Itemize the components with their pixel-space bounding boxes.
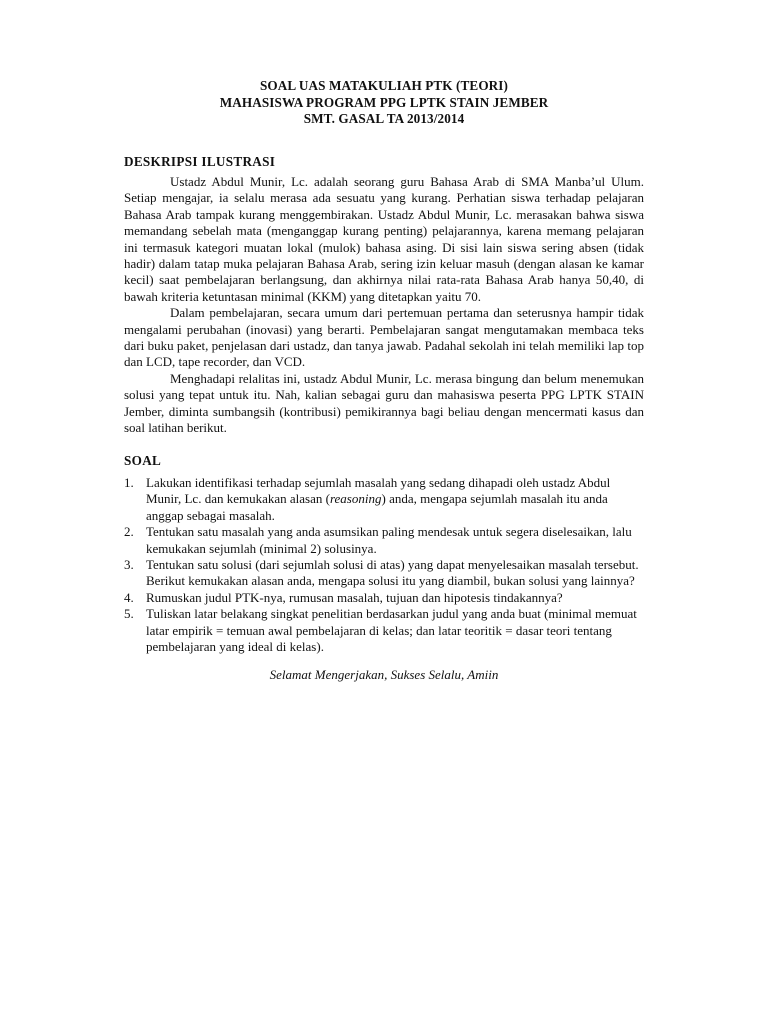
question-item [124, 590, 644, 606]
question-text-part: Lakukan identifikasi terhadap sejumlah masalah yang sedang dihapadi oleh ustadz Abdul Munir, Lc. dan kemukakan alasan ( [146, 475, 611, 507]
question-text [146, 475, 644, 524]
question-item [124, 557, 644, 590]
question-item [124, 524, 644, 557]
description-title: DESKRIPSI ILUSTRASI [124, 153, 276, 169]
question-text: Tentukan satu solusi (dari sejumlah solusi di atas) yang dapat menyelesaikan masalah tersebut. Berikut kemukakan alasan anda, mengapa solusi itu yang diambil, bukan solusi yang lainnya? [146, 557, 639, 589]
question-text: Tentukan satu masalah yang anda asumsikan paling mendesak untuk segera diselesaikan, lalu kemukakan sejumlah (minimal 2) solusinya. [146, 524, 632, 556]
question-number: 4. [124, 589, 134, 605]
question-number: 2. [124, 524, 134, 540]
question-item [124, 606, 644, 655]
document-header [124, 78, 644, 128]
question-number: 1. [124, 475, 134, 490]
question-text-italic: reasoning [329, 491, 382, 507]
closing-message: Selamat Mengerjakan, Sukses Selalu, Amiin [269, 667, 499, 683]
description-paragraph: Dalam pembelajaran, secara umum dari pertemuan pertama dan seterusnya hampir tidak mengalami perubahan (inovasi) yang berarti. Pembelajaran sangat mengutamakan membaca teks dari buku paket, penjelasan dari ustadz, dan tanya jawab. Padahal sekolah ini telah memiliki lap top dan LCD, tape recorder, dan VCD. [124, 305, 644, 370]
question-text: Rumuskan judul PTK-nya, rumusan masalah, tujuan dan hipotesis tindakannya? [146, 589, 563, 605]
question-number: 3. [124, 557, 134, 573]
description-paragraph: Ustadz Abdul Munir, Lc. adalah seorang guru Bahasa Arab di SMA Manba’ul Ulum. Setiap mengajar, ia selalu merasa ada sesuatu yang kurang. Perhatian siswa terhadap pelajaran Bahasa Arab tampak kurang menggembirakan. Ustadz Abdul Munir, Lc. merasakan bahwa siswa memandang sebelah mata (menganggap kurang penting) pelajarannya, karena memang pelajaran ini termasuk kategori muatan lokal (mulok) bahasa asing. Di sisi lain siswa sering absen (tidak hadir) dalam tatap muka pelajaran Bahasa Arab, sering izin keluar masuh (dengan alasan ke kamar kecil) saat pembelajaran berlangsung, dan akhirnya nilai rata-rata Bahasa Arab hanya 50,40, di bawah kriteria ketuntasan minimal (KKM) yang ditetapkan yaitu 70. [124, 174, 644, 304]
question-text-part: ) anda, mengapa sejumlah masalah itu anda anggap sebagai masalah. [146, 491, 608, 523]
soal-title: SOAL [124, 452, 162, 468]
question-list [124, 475, 644, 655]
description-body [124, 174, 644, 437]
header-semester: SMT. GASAL TA 2013/2014 [303, 111, 465, 126]
question-item [124, 475, 644, 524]
description-paragraph: Menghadapi relalitas ini, ustadz Abdul Munir, Lc. merasa bingung dan belum menemukan solusi yang tepat untuk itu. Nah, kalian sebagai guru dan mahasiswa peserta PPG LPTK STAIN Jember, diminta sumbangsih (kontribusi) pemikirannya bagi beliau dengan mencermati kasus dan soal latihan berikut. [124, 370, 644, 436]
exam-document [124, 78, 644, 684]
question-number: 5. [124, 606, 134, 622]
header-program: MAHASISWA PROGRAM PPG LPTK STAIN JEMBER [219, 94, 549, 110]
header-title: SOAL UAS MATAKULIAH PTK (TEORI) [259, 78, 509, 93]
question-text: Tuliskan latar belakang singkat penelitian berdasarkan judul yang anda buat (minimal memuat latar empirik = temuan awal pembelajaran di kelas; dan latar teoritik = dasar teori tentang pembelajaran yang ideal di kelas). [146, 606, 637, 655]
